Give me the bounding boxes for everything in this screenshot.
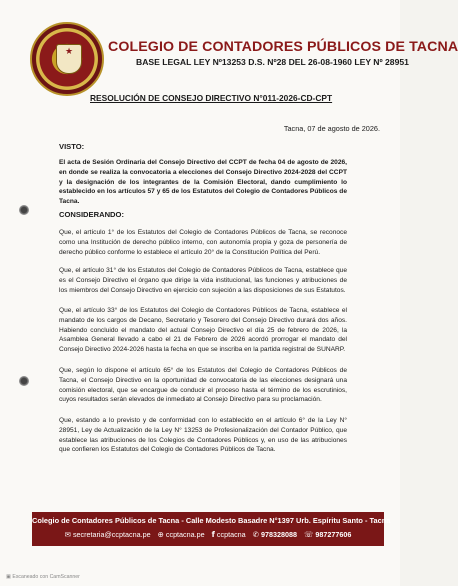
footer-facebook: ccptacna xyxy=(216,530,246,539)
camscanner-icon: ▣ xyxy=(6,574,11,580)
footer-contacts xyxy=(32,530,384,539)
considerando-paragraph-5: Que, estando a lo previsto y de conformidad con lo establecido en el artículo 6° de la Ley N° 28951, Ley de Actualización de la Ley N° 13253 de Profesionalización del Contador Público, que establece las atribuciones de los Colegios de Contadores Públicos y, en uso de las atribuciones que confieren los Estatutos del Colegio de Contadores Públicos de Tacna. xyxy=(59,417,347,454)
footer-email: secretaria@ccptacna.pe xyxy=(72,530,151,539)
institution-title: COLEGIO DE CONTADORES PÚBLICOS DE TACNA xyxy=(108,39,458,55)
considerando-heading: CONSIDERANDO: xyxy=(59,210,124,219)
footer-facebook-item[interactable] xyxy=(212,530,246,539)
resolution-date: Tacna, 07 de agosto de 2026. xyxy=(283,124,380,133)
footer-email-item[interactable] xyxy=(65,530,151,539)
seal-shield xyxy=(56,44,82,74)
phone-icon: ✆ xyxy=(252,530,259,539)
whatsapp-icon: ☏ xyxy=(303,530,314,539)
considerando-paragraph-3: Que, el artículo 33° de los Estatutos del Colegio de Contadores Públicos de Tacna, establece el mandato de los cargos de Decano, Secretario y Tesorero del Consejo Directivo durará dos años. Habiendo concluido el mandato del actual Consejo Directivo el día 25 de febrero de 2026, la Asamblea General llevado a cabo el 21 de Febrero de 2026 acordó prorrogar el mandato del Consejo Directivo 2024-2026 hasta la fecha en que se inscriba en la partida registral de SUNARP. xyxy=(59,307,347,354)
institution-legal-basis: BASE LEGAL LEY Nº13253 D.S. Nº28 DEL 26-08-1960 LEY Nº 28951 xyxy=(136,57,409,67)
seal-star-icon: ★ xyxy=(64,47,74,57)
visto-heading: VISTO: xyxy=(59,142,85,151)
footer-phone1: 978328088 xyxy=(260,530,297,539)
footer-phone2-item[interactable] xyxy=(304,530,351,539)
visto-paragraph: El acta de Sesión Ordinaria del Consejo Directivo del CCPT de fecha 04 de agosto de 2026, en donde se realiza la convocatoria a elecciones del Consejo Directivo 2024-2028 del CCPT y la designación de los integrantes de la Comisión Electoral, dando cumplimiento lo establecido en los artículos 57 y 65 de los Estatutos del Colegio de Contadores Públicos de Tacna. xyxy=(59,159,347,206)
footer-web-item[interactable] xyxy=(158,530,205,539)
footer-phone1-item[interactable] xyxy=(253,530,297,539)
resolution-title: RESOLUCIÓN DE CONSEJO DIRECTIVO N°011-2026-CD-CPT xyxy=(90,93,333,103)
scan-watermark xyxy=(6,574,80,580)
scan-watermark-text: Escaneado con CamScanner xyxy=(12,574,80,580)
college-seal-logo xyxy=(30,22,104,96)
footer-address: Colegio de Contadores Públicos de Tacna - Calle Modesto Basadre N°1397 Urb. Espíritu Santo - Tacna xyxy=(32,516,391,525)
punch-hole-upper xyxy=(19,205,29,215)
globe-icon: ⊕ xyxy=(157,530,164,539)
mail-icon: ✉ xyxy=(64,530,71,539)
punch-hole-lower xyxy=(19,376,29,386)
footer-phone2: 987277606 xyxy=(315,530,352,539)
considerando-paragraph-2: Que, el artículo 31° de los Estatutos del Colegio de Contadores Públicos de Tacna, establece que es el Consejo Directivo el órgano que dirige la vida institucional, las funciones y atribuciones de los miembros del Consejo Directivo en ejercicio con sujeción a las disposiciones de sus Estatutos. xyxy=(59,267,347,294)
considerando-paragraph-4: Que, según lo dispone el artículo 65° de los Estatutos del Colegio de Contadores Públicos de Tacna, el Consejo Directivo en la oportunidad de convocatoria de las elecciones designará una comisión electoral, que se encargue de conducir el proceso hasta el término de los escrutinios, cuyos resultados serán elevados de inmediato al Consejo Directivo para su proclamación. xyxy=(59,367,347,404)
footer-web: ccptacna.pe xyxy=(165,530,205,539)
facebook-icon: f xyxy=(211,530,215,539)
considerando-paragraph-1: Que, el artículo 1° de los Estatutos del Colegio de Contadores Públicos de Tacna, se reconoce como una Institución de derecho público interno, con autonomía propia y goza de personería de derecho público conforme lo establece el artículo 20° de la Constitución Política del Perú. xyxy=(59,229,347,256)
footer-band xyxy=(32,512,391,546)
